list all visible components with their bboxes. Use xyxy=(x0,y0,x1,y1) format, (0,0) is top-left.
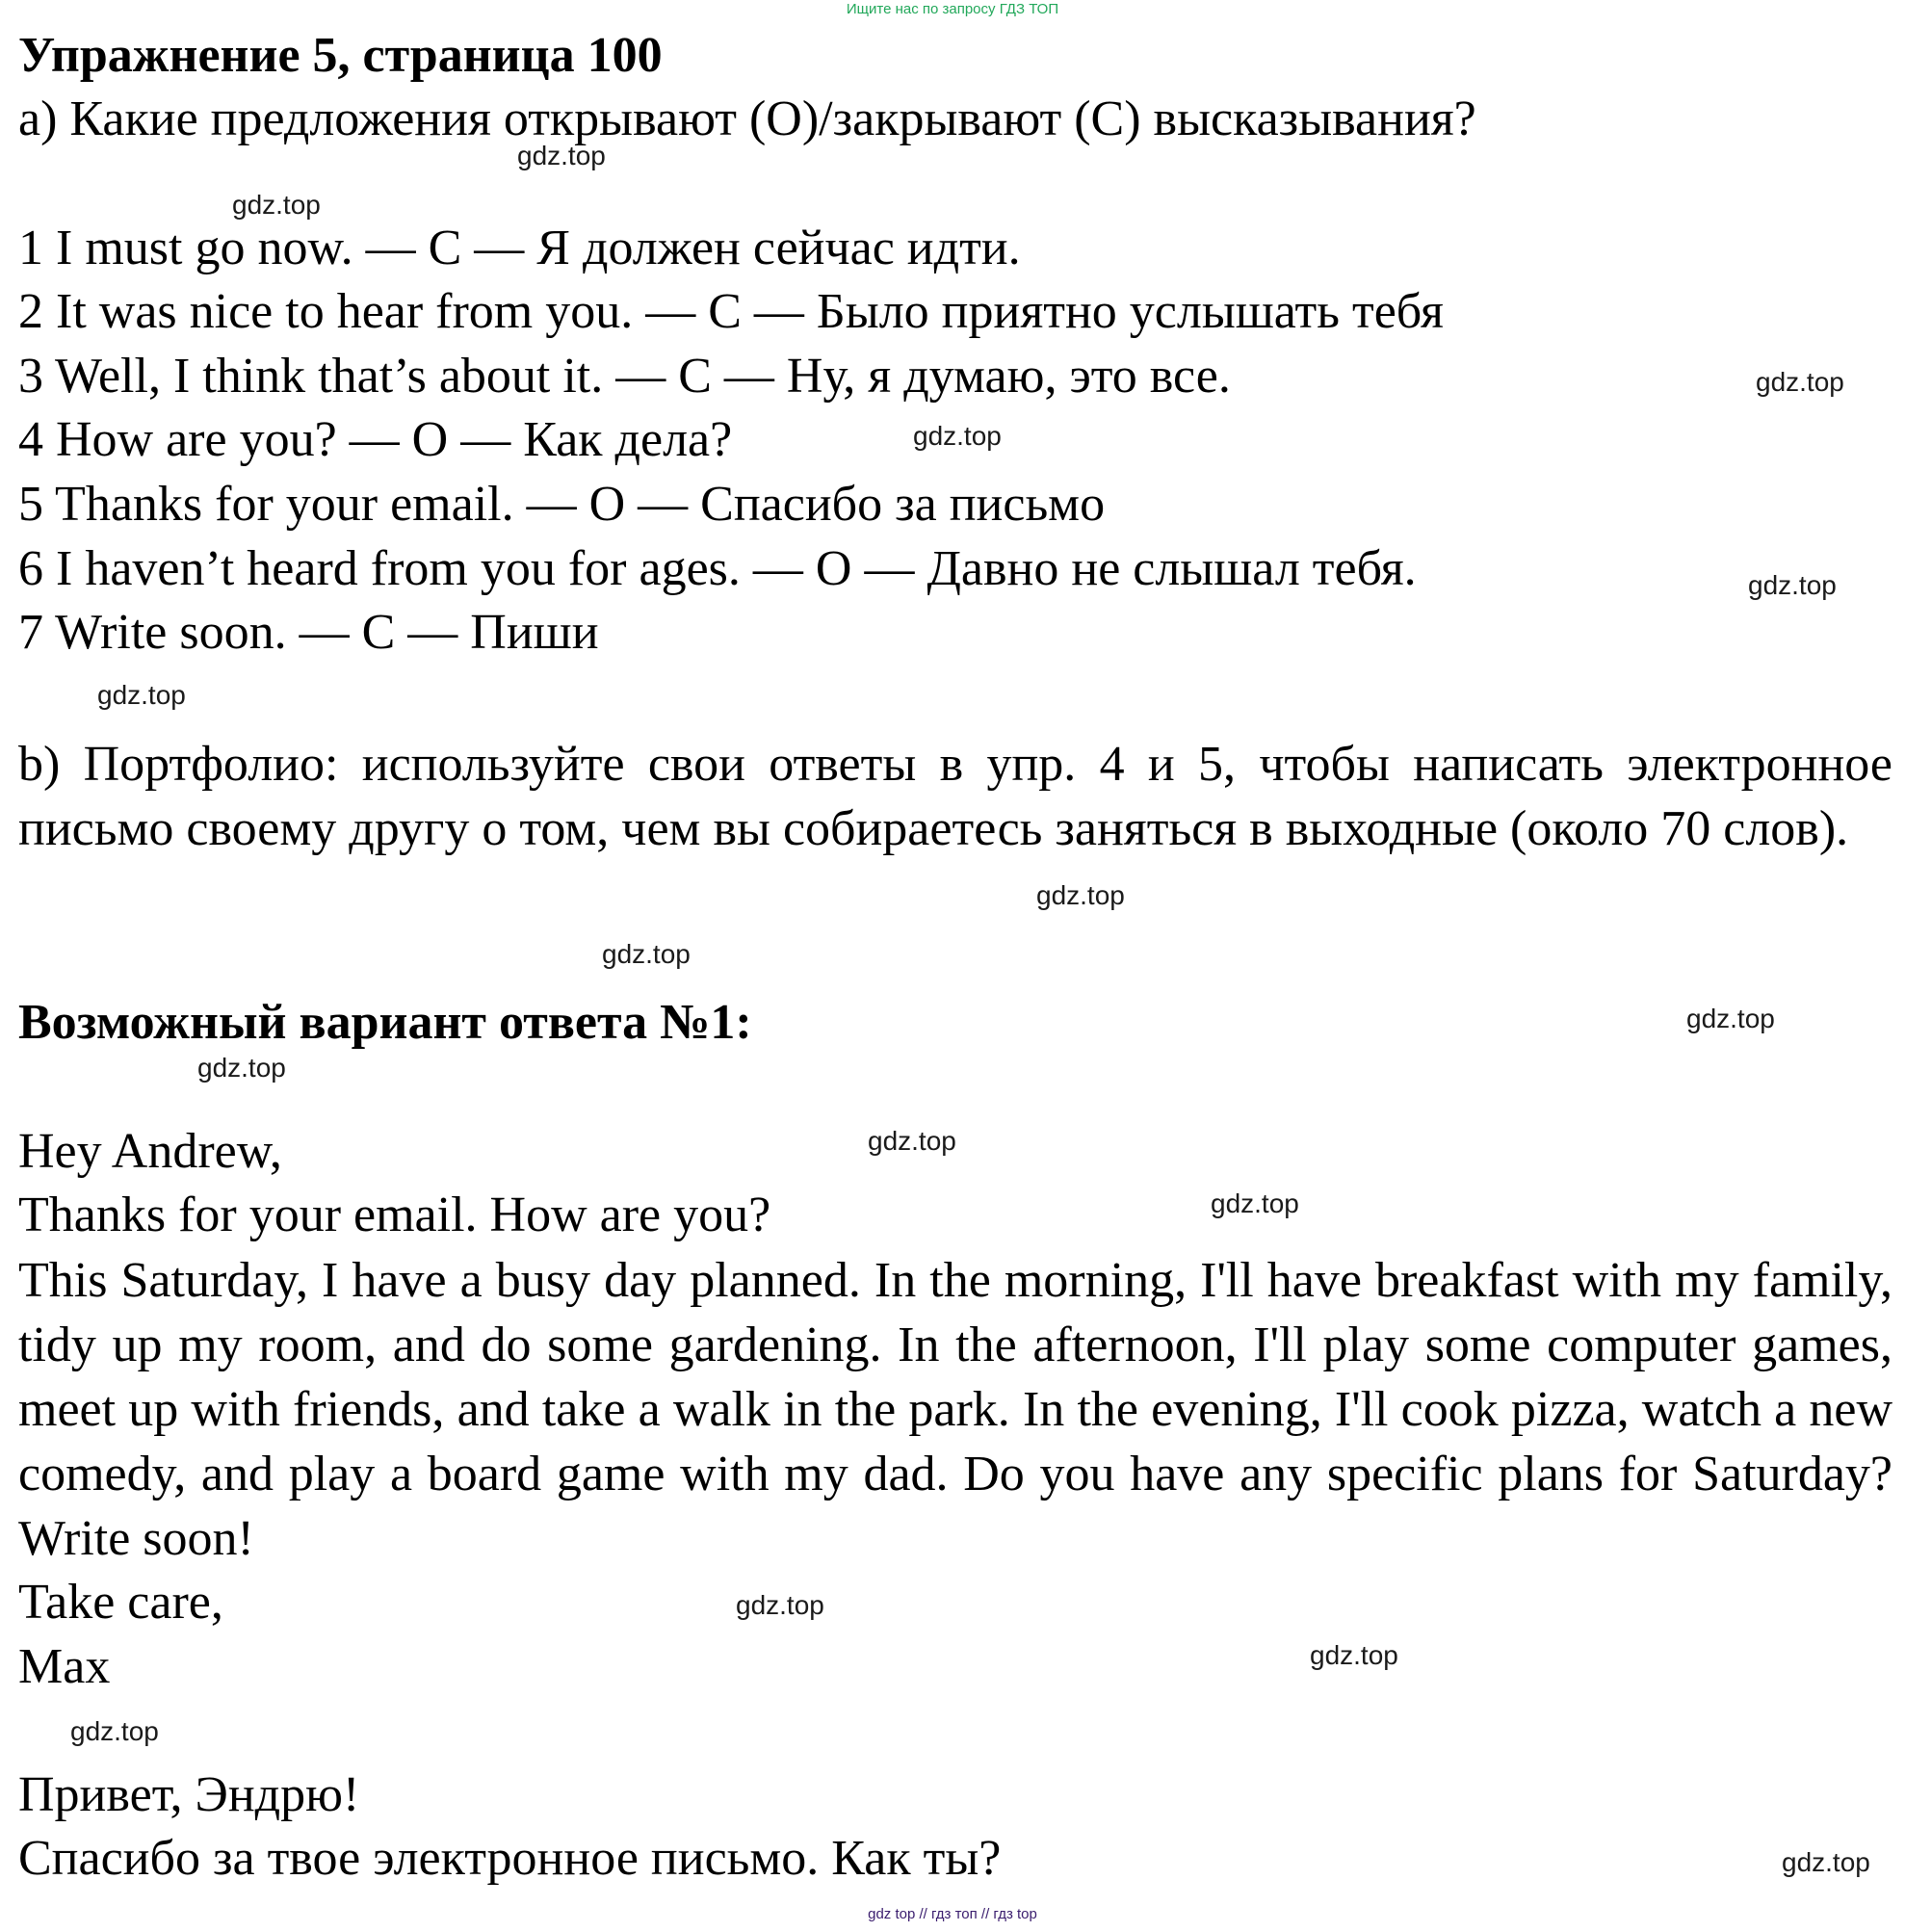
watermark: gdz.top xyxy=(1310,1640,1398,1670)
watermark: gdz.top xyxy=(1748,570,1837,600)
list-item: 4 How are you? — O — Как дела? xyxy=(18,412,733,467)
watermark: gdz.top xyxy=(602,939,691,969)
letter-greeting: Hey Andrew, xyxy=(18,1124,282,1179)
list-item: 5 Thanks for your email. — O — Спасибо за письмо xyxy=(18,477,1106,532)
watermark: gdz.top xyxy=(197,1053,286,1083)
part-b-instructions: b) Портфолио: используйте свои ответы в упр. 4 и 5, чтобы написать электронное письмо своему другу о том, чем вы собираетесь заняться в выходные (около 70 слов). xyxy=(18,737,1892,856)
letter-body: This Saturday, I have a busy day planned. In the morning, I'll have breakfast with my family, tidy up my room, and do some gardening. In the afternoon, I'll play some computer games, meet up with friends, and take a walk in the park. In the evening, I'll cook pizza, watch a new comedy, and play a board game with my dad. Do you have any specific plans for Saturday? Write soon! xyxy=(18,1253,1892,1566)
watermark: gdz.top xyxy=(1036,880,1125,910)
translation-opening: Спасибо за твое электронное письмо. Как ты? xyxy=(18,1831,1002,1886)
letter-signature: Max xyxy=(18,1639,111,1694)
list-item: 3 Well, I think that’s about it. — C — Ну, я думаю, это все. xyxy=(18,349,1231,404)
watermark: gdz.top xyxy=(1686,1004,1775,1033)
list-item: 7 Write soon. — C — Пиши xyxy=(18,605,599,660)
watermark: gdz.top xyxy=(70,1716,159,1746)
translation-greeting: Привет, Эндрю! xyxy=(18,1767,360,1822)
list-item: 2 It was nice to hear from you. — C — Было приятно услышать тебя xyxy=(18,284,1444,339)
site-search-hint[interactable]: Ищите нас по запросу ГДЗ ТОП xyxy=(846,1,1059,17)
list-item: 1 I must go now. — C — Я должен сейчас идти. xyxy=(18,221,1021,275)
footer-links[interactable]: gdz top // гдз топ // гдз top xyxy=(868,1906,1037,1922)
letter-opening: Thanks for your email. How are you? xyxy=(18,1188,771,1242)
answer-heading: Возможный вариант ответа №1: xyxy=(18,995,752,1050)
watermark: gdz.top xyxy=(736,1590,824,1620)
watermark: gdz.top xyxy=(868,1126,956,1156)
watermark: gdz.top xyxy=(913,421,1002,451)
part-a-question: a) Какие предложения открывают (O)/закрывают (C) высказывания? xyxy=(18,91,1476,146)
watermark: gdz.top xyxy=(232,190,321,220)
letter-closing: Take care, xyxy=(18,1575,223,1630)
watermark: gdz.top xyxy=(1211,1188,1299,1218)
watermark: gdz.top xyxy=(1756,367,1844,397)
watermark: gdz.top xyxy=(97,680,186,710)
watermark: gdz.top xyxy=(1782,1847,1870,1877)
list-item: 6 I haven’t heard from you for ages. — O — Давно не слышал тебя. xyxy=(18,541,1417,596)
exercise-title: Упражнение 5, страница 100 xyxy=(18,28,663,83)
watermark: gdz.top xyxy=(517,141,606,170)
